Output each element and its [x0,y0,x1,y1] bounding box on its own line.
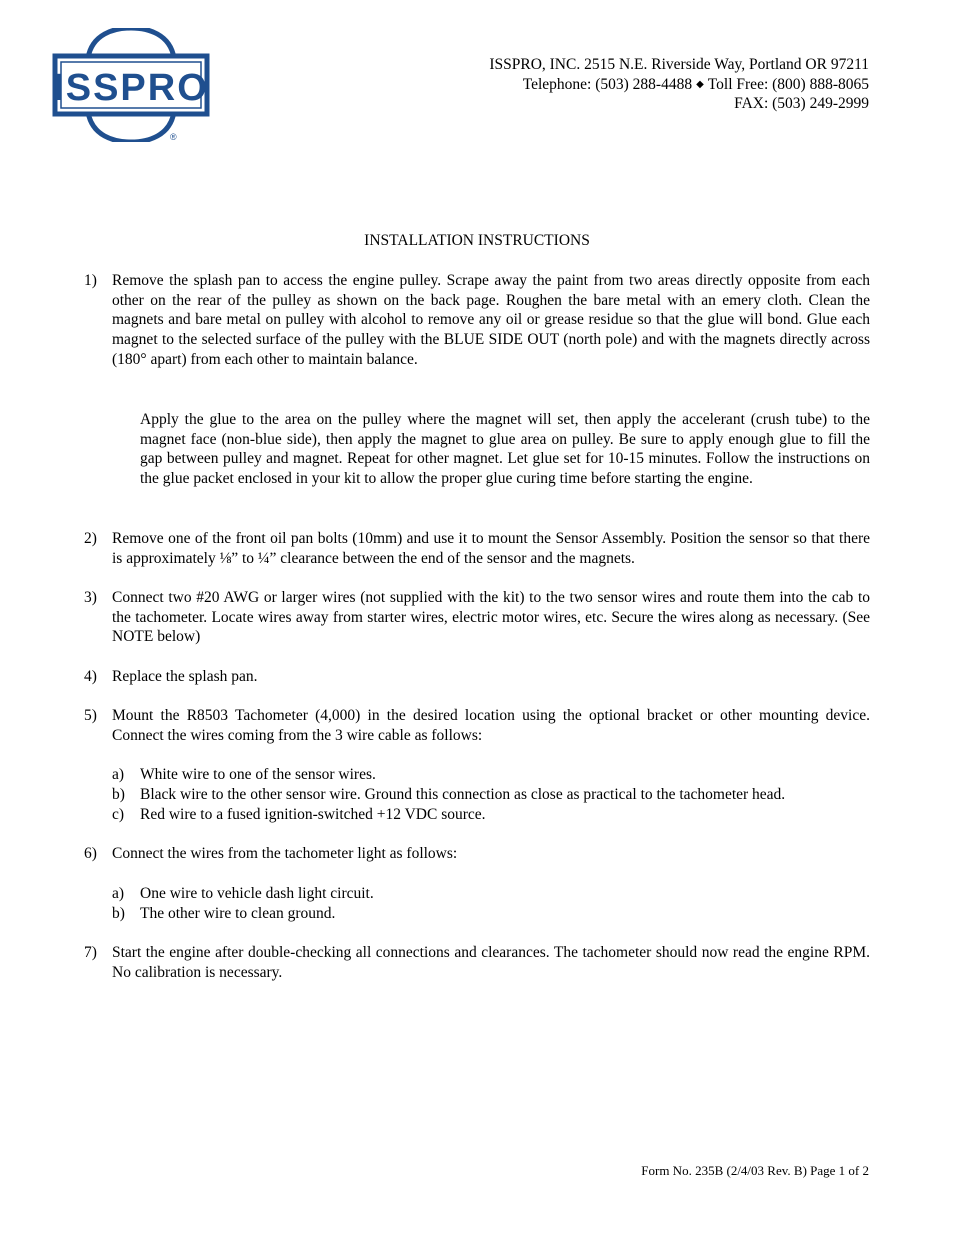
step-text: Mount the R8503 Tachometer (4,000) in the desired location using the optional bracket or other mounting device. Connect the wires coming from the 3 wire cable as follows: [112,707,870,744]
step-number: 3) [84,589,97,606]
sub-text: White wire to one of the sensor wires. [140,766,376,783]
step-5-sub-c [112,805,872,825]
company-header [489,55,869,114]
logo-text: ISSPRO [53,67,209,109]
sub-number: a) [112,885,125,902]
form-number-footer: Form No. 235B (2/4/03 Rev. B) Page 1 of 2 [641,1163,869,1178]
glue-note: Apply the glue to the area on the pulley where the magnet will set, then apply the accelerant (crush tube) to the magnet face (non-blue side), then apply the magnet to glue area on pulley. Be sure to apply enough glue to fill the gap between pulley and magnet. Repeat for other magnet. Let glue set for 10-15 minutes. Follow the instructions on the glue packet enclosed in your kit to allow the proper glue curing time before starting the engine. [140,411,870,488]
step-4 [84,667,870,687]
sub-number: b) [112,905,125,922]
sub-number: a) [112,766,125,783]
isspro-logo [52,28,210,142]
step-number: 1) [84,272,97,289]
step-text: Remove the splash pan to access the engine pulley. Scrape away the paint from two areas directly opposite from each other on the rear of the pulley as shown on the back page. Roughen the bare metal with an emery cloth. Clean the magnets and bare metal on pulley with alcohol to remove any oil or grease residue so that the glue will bond. Glue each magnet to the selected surface of the pulley with the BLUE SIDE OUT (north pole) and with the magnets directly across (180° apart) from each other to maintain balance. [112,272,870,368]
step-text: Connect the wires from the tachometer light as follows: [112,845,458,862]
step-text: Start the engine after double-checking all connections and clearances. The tachometer should now read the engine RPM. No calibration is necessary. [112,944,870,981]
document-title: INSTALLATION INSTRUCTIONS [364,232,590,249]
step-number: 4) [84,668,97,685]
sub-text: Red wire to a fused ignition-switched +12 VDC source. [140,806,486,823]
step-6-sub-b [112,904,872,924]
step-7 [84,943,870,982]
step-6 [84,844,870,864]
sub-text: Black wire to the other sensor wire. Ground this connection as close as practical to the tachometer head. [140,786,786,803]
step-text: Remove one of the front oil pan bolts (10mm) and use it to mount the Sensor Assembly. Position the sensor so that there is approximately ⅛” to ¼” clearance between the end of the sensor and the magnets. [112,530,870,567]
step-5-sub-b [112,785,872,805]
step-1 [84,271,870,370]
diamond-separator-icon: ◆ [696,78,704,90]
step-number: 6) [84,845,97,862]
sub-text: One wire to vehicle dash light circuit. [140,885,374,902]
step-5-sub-a [112,765,872,785]
sub-number: b) [112,786,125,803]
step-number: 7) [84,944,97,961]
step-6-sub-a [112,884,872,904]
step-2 [84,529,870,568]
sub-text: The other wire to clean ground. [140,905,336,922]
step-5 [84,706,870,745]
company-phones [489,75,869,95]
toll-free: Toll Free: (800) 888-8065 [707,75,869,93]
step-3 [84,588,870,647]
registered-mark: ® [170,132,177,142]
step-number: 5) [84,707,97,724]
step-text: Connect two #20 AWG or larger wires (not supplied with the kit) to the two sensor wires and route them into the cab to the tachometer. Locate wires away from starter wires, electric motor wires, etc. Secure the wires along as necessary. (See NOTE below) [112,589,870,646]
company-address: ISSPRO, INC. 2515 N.E. Riverside Way, Portland OR 97211 [489,56,869,73]
telephone: Telephone: (503) 288-4488 [522,75,693,93]
step-text: Replace the splash pan. [112,668,258,685]
step-number: 2) [84,530,97,547]
sub-number: c) [112,806,125,823]
company-fax: FAX: (503) 249-2999 [734,95,869,112]
